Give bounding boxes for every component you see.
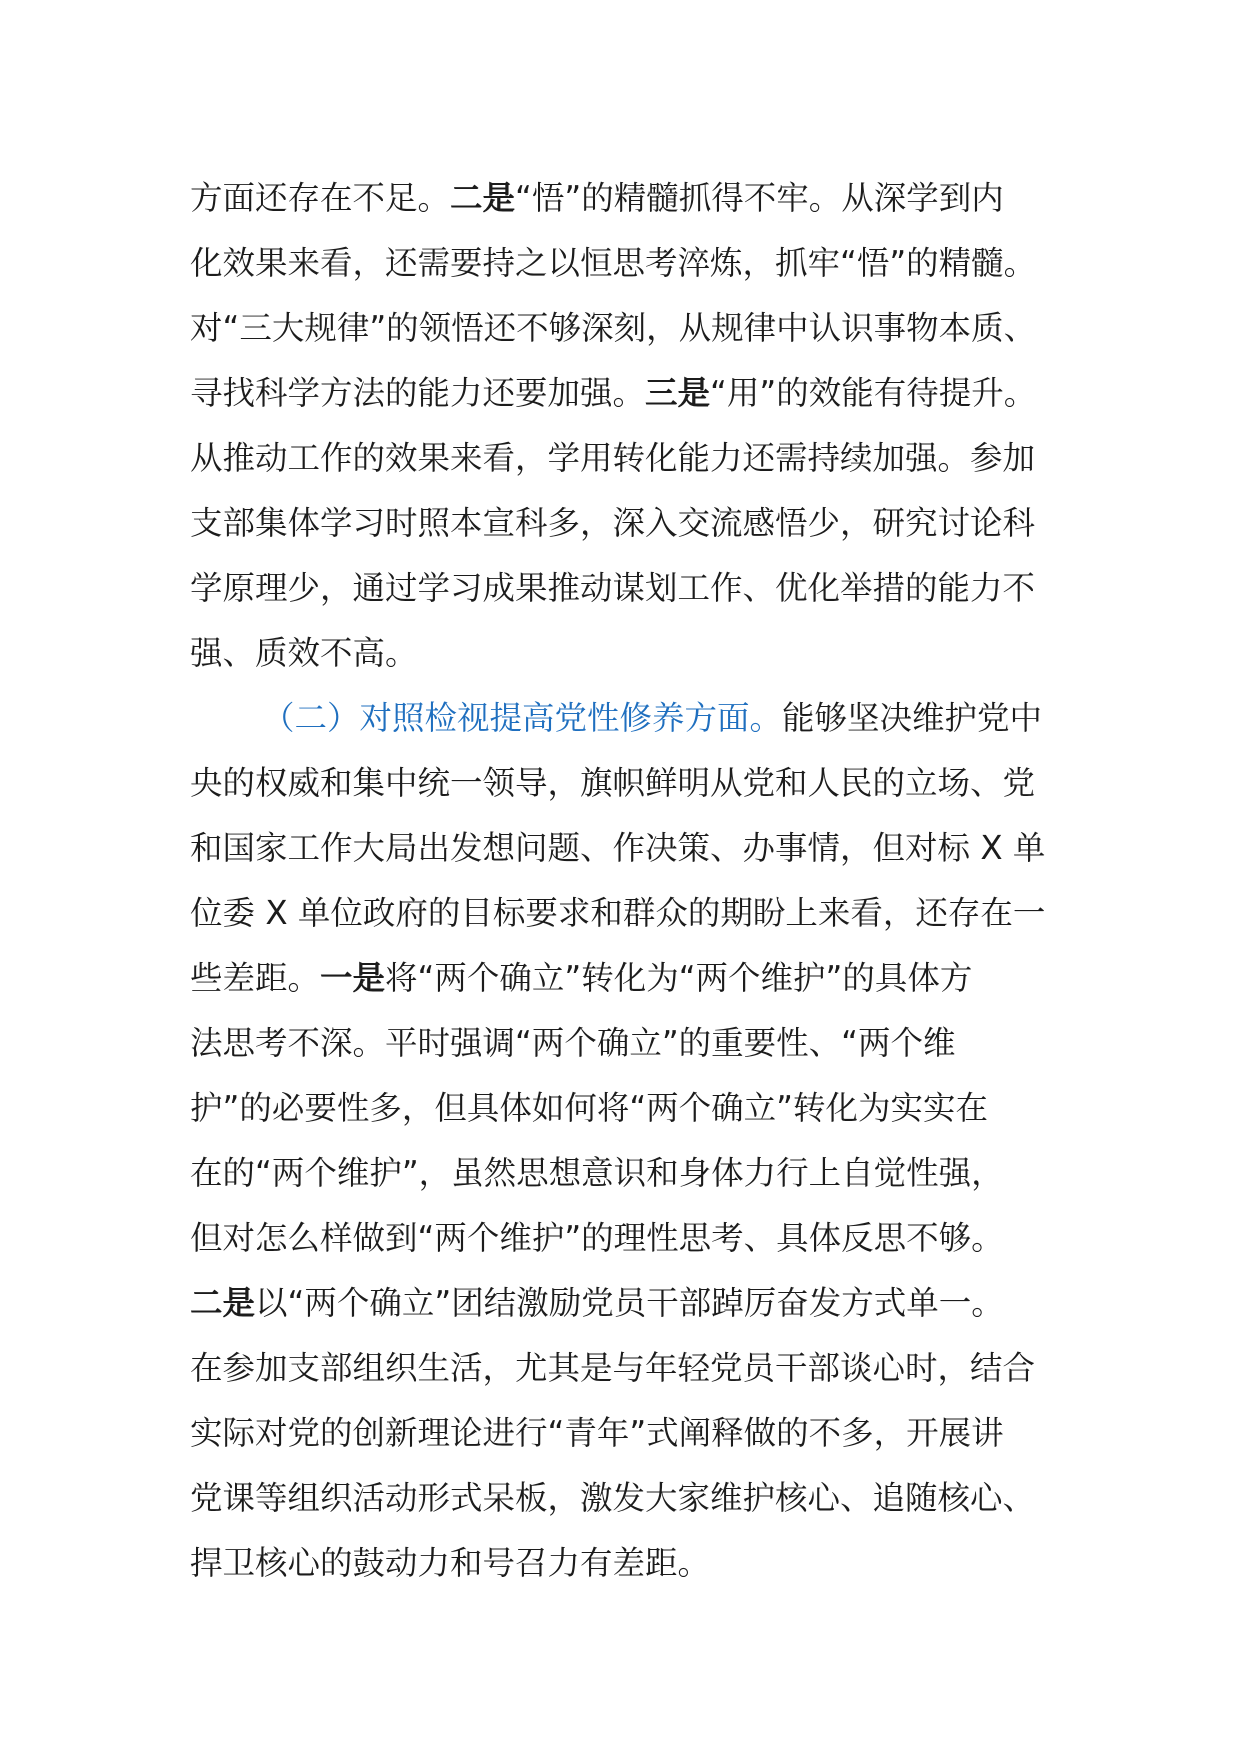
text-run: 位委 X 单位政府的目标要求和群众的期盼上来看，还存在一 <box>190 894 1046 932</box>
paragraph-line <box>190 491 1070 556</box>
text-run: 能够坚决维护党中 <box>782 699 1043 737</box>
bold-label: 一是 <box>320 959 386 997</box>
bold-label: 二是 <box>450 179 516 217</box>
text-run: 将“两个确立”转化为“两个维护”的具体方 <box>385 959 973 997</box>
paragraph-line <box>190 361 1070 426</box>
document-body <box>190 166 1070 1596</box>
paragraph-line <box>190 1206 1070 1271</box>
text-run: 化效果来看，还需要持之以恒思考淬炼，抓牢“悟”的精髓。 <box>190 244 1037 282</box>
paragraph-line <box>190 1531 1070 1596</box>
text-run: 护”的必要性多，但具体如何将“两个确立”转化为实实在 <box>190 1089 989 1127</box>
text-run: 实际对党的创新理论进行“青年”式阐释做的不多，开展讲 <box>190 1414 1004 1452</box>
text-run: 支部集体学习时照本宣科多，深入交流感悟少，研究讨论科 <box>190 504 1036 542</box>
paragraph-line <box>190 621 1070 686</box>
paragraph-line <box>190 426 1070 491</box>
text-run: 在的“两个维护”，虽然思想意识和身体力行上自觉性强， <box>190 1154 1004 1192</box>
text-run: 党课等组织活动形式呆板，激发大家维护核心、追随核心、 <box>190 1479 1036 1517</box>
paragraph-line <box>190 816 1070 881</box>
text-run: 法思考不深。平时强调“两个确立”的重要性、“两个维 <box>190 1024 956 1062</box>
paragraph-line <box>190 1271 1070 1336</box>
bold-label: 三是 <box>645 374 711 412</box>
paragraph-line <box>190 946 1070 1011</box>
text-run: 些差距。 <box>190 959 321 997</box>
paragraph-line <box>190 1336 1070 1401</box>
bold-label: 二是 <box>190 1284 256 1322</box>
text-run: 但对怎么样做到“两个维护”的理性思考、具体反思不够。 <box>190 1219 1004 1257</box>
paragraph-line <box>190 1466 1070 1531</box>
text-run: 对“三大规律”的领悟还不够深刻，从规律中认识事物本质、 <box>190 309 1037 347</box>
paragraph-line <box>190 1141 1070 1206</box>
paragraph-line <box>190 1011 1070 1076</box>
text-run: 在参加支部组织生活，尤其是与年轻党员干部谈心时，结合 <box>190 1349 1036 1387</box>
paragraph-line <box>190 296 1070 361</box>
text-run: 从推动工作的效果来看，学用转化能力还需持续加强。参加 <box>190 439 1036 477</box>
paragraph-line <box>190 231 1070 296</box>
text-run: “用”的效能有待提升。 <box>710 374 1037 412</box>
text-run: 和国家工作大局出发想问题、作决策、办事情，但对标 X 单 <box>190 829 1046 867</box>
text-run: 以“两个确立”团结激励党员干部踔厉奋发方式单一。 <box>255 1284 1004 1322</box>
paragraph-line <box>190 166 1070 231</box>
paragraph-line <box>190 556 1070 621</box>
text-run: 捍卫核心的鼓动力和号召力有差距。 <box>190 1544 711 1582</box>
section-heading-line <box>190 686 1070 751</box>
text-run: 方面还存在不足。 <box>190 179 451 217</box>
text-run: 寻找科学方法的能力还要加强。 <box>190 374 646 412</box>
text-run: 强、质效不高。 <box>190 634 418 672</box>
text-run: “悟”的精髓抓得不牢。从深学到内 <box>515 179 1004 217</box>
paragraph-line <box>190 881 1070 946</box>
text-run: 学原理少，通过学习成果推动谋划工作、优化举措的能力不 <box>190 569 1036 607</box>
text-run: 央的权威和集中统一领导，旗帜鲜明从党和人民的立场、党 <box>190 764 1036 802</box>
paragraph-line <box>190 751 1070 816</box>
paragraph-line <box>190 1076 1070 1141</box>
section-heading: （二）对照检视提高党性修养方面。 <box>262 699 783 737</box>
paragraph-line <box>190 1401 1070 1466</box>
